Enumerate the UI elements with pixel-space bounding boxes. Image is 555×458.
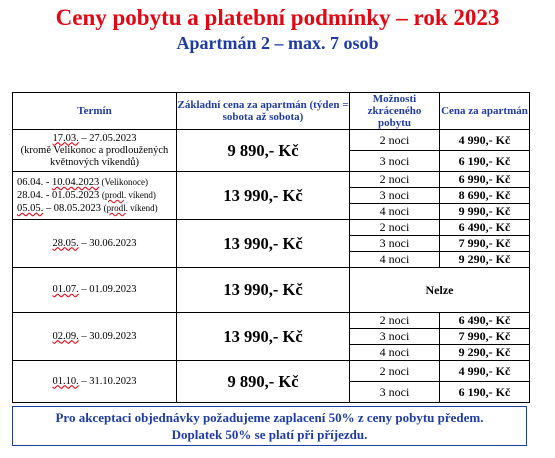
term-text: (kromě Velikonoc a prodloužených (20, 144, 169, 156)
header-base-price: Základní cena za apartmán (týden = sobota až sobota) (177, 93, 350, 130)
nights-cell: 2 noci (350, 220, 440, 236)
term-text: 02.09. (52, 330, 79, 342)
page-title: Ceny pobytu a platební podmínky – rok 2023 (55, 5, 500, 30)
base-price-cell: 13 990,- Kč (177, 268, 350, 313)
apartment-price-cell: 9 290,- Kč (440, 252, 530, 268)
apartment-price-cell: 8 690,- Kč (440, 188, 530, 204)
term-line (13, 133, 176, 145)
term-line (13, 145, 176, 157)
apartment-price-cell: 6 190,- Kč (440, 151, 530, 172)
term-line (13, 376, 176, 388)
term-cell (13, 268, 177, 313)
term-text: – 30.09.2023 (78, 330, 137, 342)
term-text: – 27.05.2023 (78, 132, 137, 144)
nights-cell: 4 noci (350, 252, 440, 268)
apartment-price-cell: 9 990,- Kč (440, 204, 530, 220)
apartment-price-cell: 7 990,- Kč (440, 329, 530, 345)
term-text: – 31.10.2023 (78, 375, 137, 387)
nights-cell: 3 noci (350, 151, 440, 172)
term-text: 17.03. (52, 132, 79, 144)
apartment-price-cell: 6 490,- Kč (440, 220, 530, 236)
term-text: ( (101, 190, 105, 200)
nights-cell: 2 noci (350, 130, 440, 151)
apartment-price-cell: 7 990,- Kč (440, 236, 530, 252)
term-text: prodl (106, 203, 126, 213)
base-price-cell: 13 990,- Kč (177, 220, 350, 268)
term-text: prodl (104, 190, 124, 200)
table-row (13, 361, 530, 382)
term-text: 28.05. (52, 237, 79, 249)
term-text: . víkend) (125, 203, 158, 213)
table-row (13, 268, 530, 313)
term-text: ( (103, 203, 107, 213)
term-text: 10.04.2023 (52, 177, 100, 188)
term-line (13, 331, 176, 343)
nights-cell: 3 noci (350, 382, 440, 403)
base-price-cell: 13 990,- Kč (177, 313, 350, 361)
term-text: . víkend) (123, 190, 156, 200)
nights-cell: 3 noci (350, 329, 440, 345)
payment-note (12, 406, 527, 446)
term-line (17, 176, 176, 189)
nights-cell: 2 noci (350, 361, 440, 382)
term-cell (13, 313, 177, 361)
apartment-price-cell: 6 490,- Kč (440, 313, 530, 329)
term-line (13, 157, 176, 169)
base-price-cell: 9 890,- Kč (177, 130, 350, 172)
apartment-price-cell: 4 990,- Kč (440, 361, 530, 382)
table-row (13, 172, 530, 188)
term-text: 01.07. (52, 284, 79, 295)
apartment-price-cell: 9 290,- Kč (440, 345, 530, 361)
price-table-body (13, 130, 530, 403)
term-line (17, 189, 176, 202)
page-subtitle: Apartmán 2 – max. 7 osob (176, 33, 379, 53)
term-text: 05.05. (17, 203, 44, 214)
term-text: – 01.09.2023 (78, 284, 137, 295)
base-price-cell: 9 890,- Kč (177, 361, 350, 403)
price-table (12, 92, 530, 403)
term-line (13, 238, 176, 250)
header-apartment-price: Cena za apartmán (440, 93, 530, 130)
nights-cell: 4 noci (350, 204, 440, 220)
term-line (17, 202, 176, 215)
term-text: 06.04. - (17, 177, 52, 188)
table-header-row (13, 93, 530, 130)
term-line (13, 284, 176, 296)
term-cell (13, 361, 177, 403)
base-price-cell: 13 990,- Kč (177, 172, 350, 220)
table-row (13, 130, 530, 151)
term-text: 28.04. - 01.05.2023 (17, 190, 102, 201)
unavailable-cell: Nelze (350, 268, 530, 313)
term-cell (13, 130, 177, 172)
payment-note-line-1: Pro akceptaci objednávky požadujeme zaplacení 50% z ceny pobytu předem. (55, 410, 484, 425)
term-cell (13, 220, 177, 268)
nights-cell: 3 noci (350, 188, 440, 204)
term-text: – 30.06.2023 (78, 237, 137, 249)
payment-note-line-2: Doplatek 50% se platí při příjezdu. (171, 427, 368, 442)
nights-cell: 4 noci (350, 345, 440, 361)
table-row (13, 220, 530, 236)
apartment-price-cell: 4 990,- Kč (440, 130, 530, 151)
apartment-price-cell: 6 190,- Kč (440, 382, 530, 403)
term-text: – 08.05.2023 (43, 203, 104, 214)
term-text: 01.10. (52, 375, 79, 387)
nights-cell: 3 noci (350, 236, 440, 252)
nights-cell: 2 noci (350, 313, 440, 329)
apartment-price-cell: 6 990,- Kč (440, 172, 530, 188)
nights-cell: 2 noci (350, 172, 440, 188)
header-short-options: Možnosti zkráceného pobytu (350, 93, 440, 130)
term-cell (13, 172, 177, 220)
header-term: Termín (13, 93, 177, 130)
term-text: (Velikonoce) (99, 177, 148, 187)
table-row (13, 313, 530, 329)
term-text: květnových víkendů) (50, 156, 139, 168)
